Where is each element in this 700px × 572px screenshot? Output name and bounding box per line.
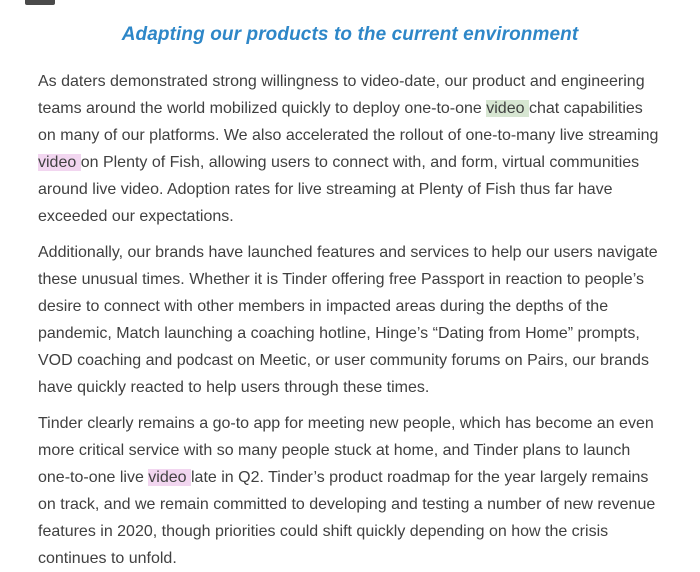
paragraph <box>38 410 662 572</box>
paragraph <box>38 239 662 401</box>
text-run: late in Q2. Tinder’s product roadmap for the year largely remains on track, and we remain committed to developing and testing a number of new revenue features in 2020, though priorities could shift quickly depending on how the crisis continues to unfold. <box>38 469 656 567</box>
highlighted-text-green: video <box>486 100 529 117</box>
page-top-artifact <box>25 0 55 5</box>
text-run: Tinder clearly remains a go-to app for meeting new people, which has become an even more critical service with so many people stuck at home, and Tinder plans to launch one-to-one live <box>38 415 654 486</box>
paragraph <box>38 68 662 230</box>
page-title: Adapting our products to the current environment <box>121 24 579 45</box>
text-run: As daters demonstrated strong willingness to video-date, our product and engineering teams around the world mobilized quickly to deploy one-to-one <box>38 73 645 117</box>
text-run: Additionally, our brands have launched features and services to help our users navigate these unusual times. Whether it is Tinder offering free Passport in reaction to people’s desire to connect with other members in impacted areas during the depths of the pandemic, Match launching a coaching hotline, Hinge’s “Dating from Home” prompts, VOD coaching and podcast on Meetic, or user community forums on Pairs, our brands have quickly reacted to help users through these times. <box>38 244 658 396</box>
highlighted-text-pink: video <box>148 469 191 486</box>
text-run: chat capabilities on many of our platforms. We also accelerated the rollout of one-to-many live streaming <box>38 100 659 144</box>
text-run: on Plenty of Fish, allowing users to connect with, and form, virtual communities around live video. Adoption rates for live streaming at Plenty of Fish thus far have exceeded our expectations. <box>38 154 640 225</box>
highlighted-text-pink: video <box>38 154 81 171</box>
document-body <box>38 68 662 572</box>
